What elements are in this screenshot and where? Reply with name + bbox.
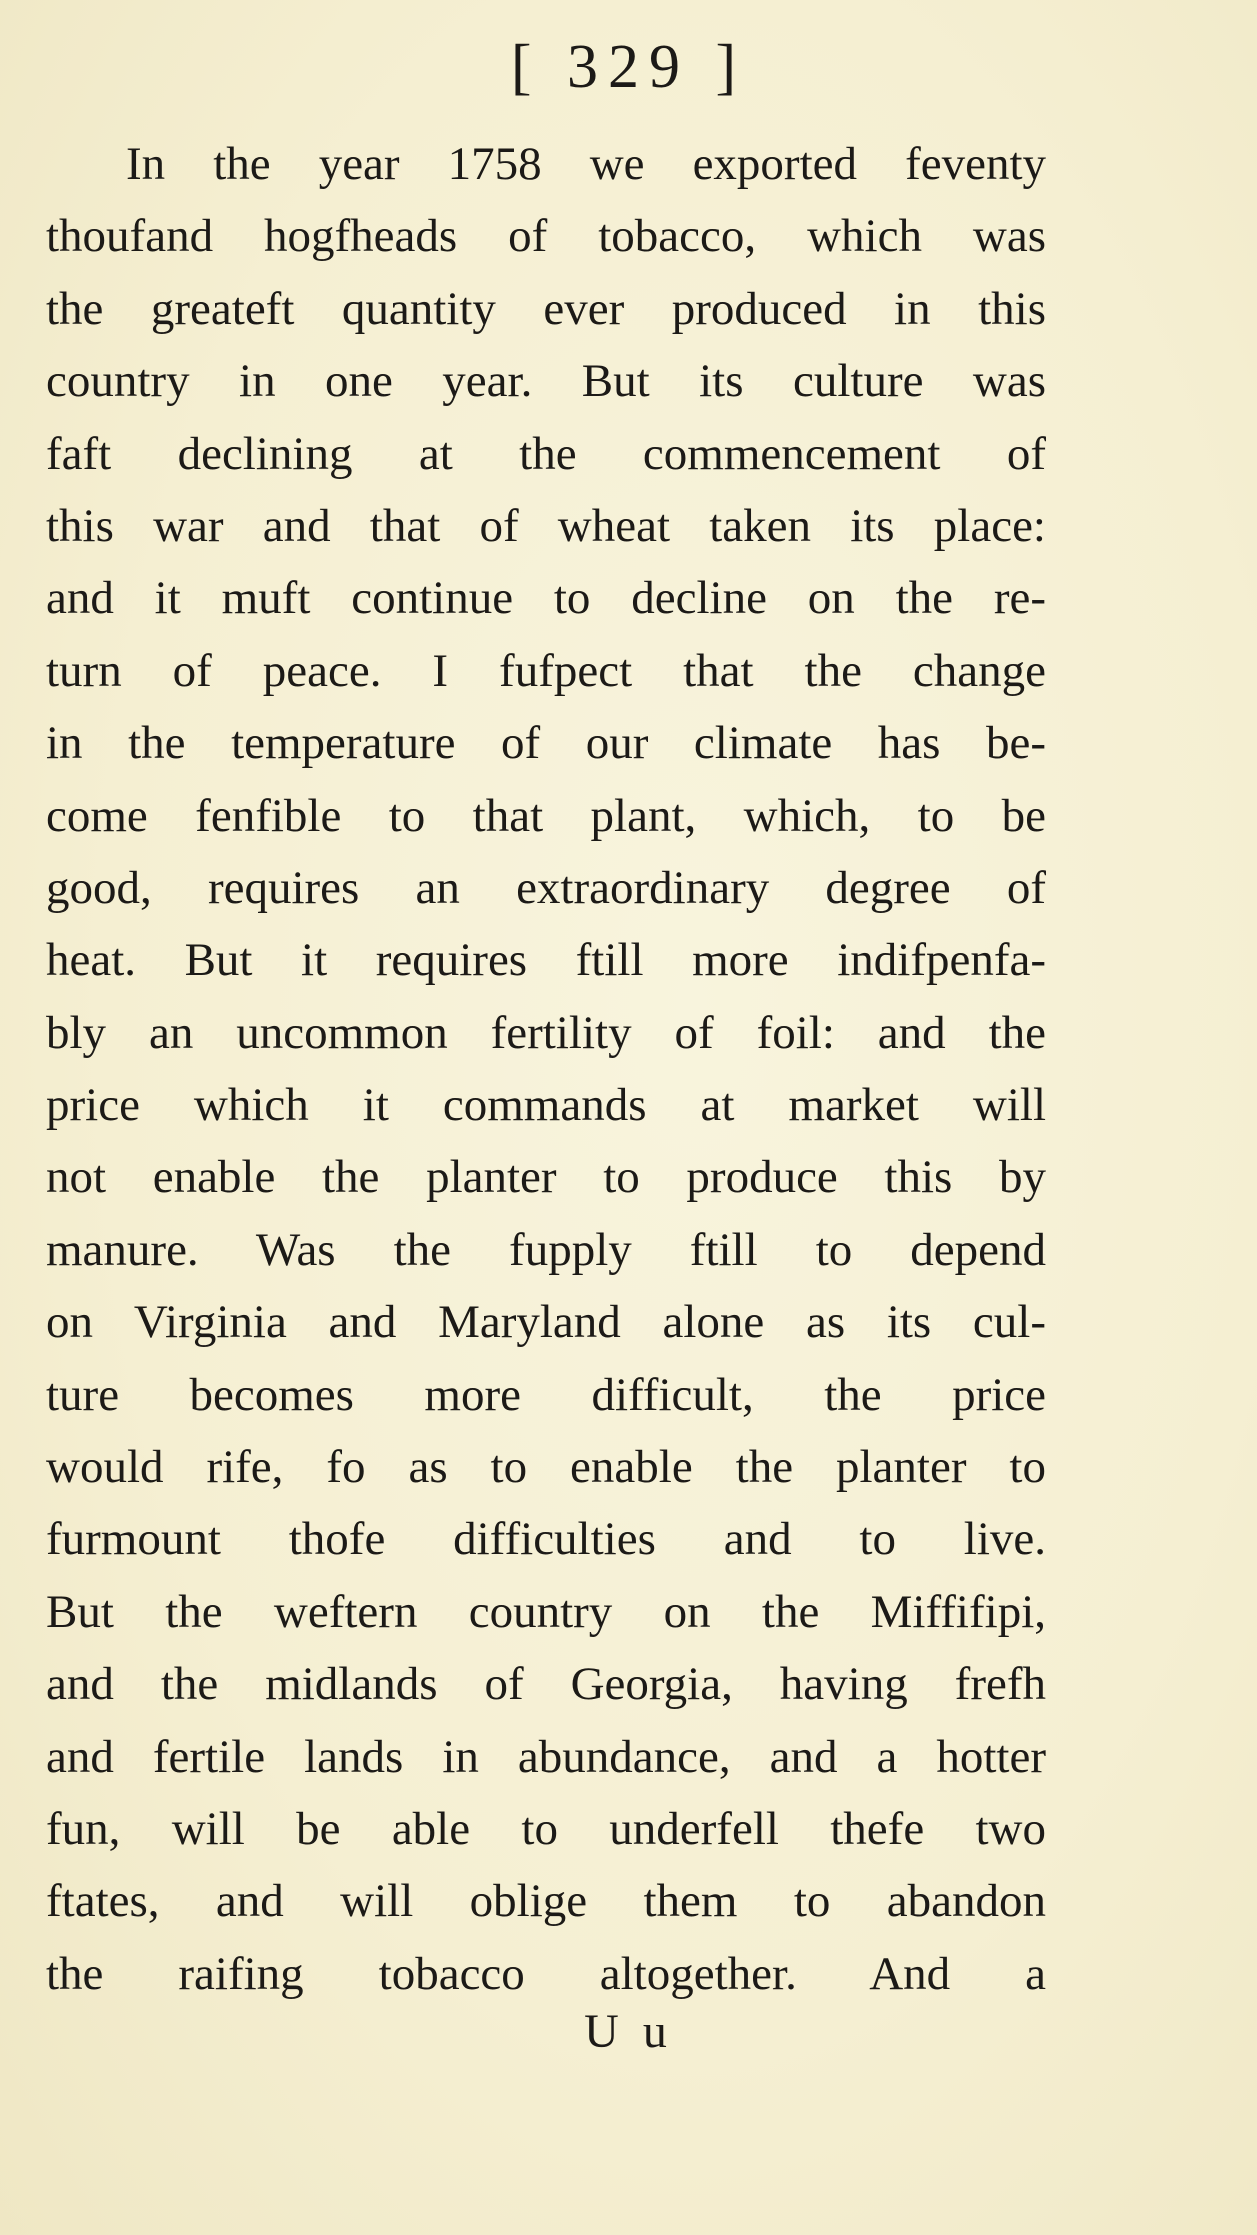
text-line: faft declining at the commencement of — [46, 427, 1046, 480]
text-line: furmount thofe difficulties and to live. — [46, 1513, 1046, 1566]
text-line: manure. Was the fupply ftill to depend — [46, 1223, 1046, 1276]
text-line: ture becomes more difficult, the price — [46, 1368, 1046, 1421]
text-line: In the year 1758 we exported feventy — [126, 138, 1046, 190]
text-line: and the midlands of Georgia, having frefh — [46, 1658, 1046, 1711]
catchword-signature: U u — [584, 2005, 673, 2058]
text-line: on Virginia and Maryland alone as its cul- — [46, 1296, 1046, 1349]
text-line: turn of peace. I fufpect that the change — [46, 644, 1046, 697]
text-line: and fertile lands in abundance, and a hotter — [46, 1730, 1046, 1783]
text-line: not enable the planter to produce this by — [46, 1151, 1046, 1204]
text-line: come fenfible to that plant, which, to be — [46, 789, 1046, 842]
text-line: But the weftern country on the Miffifipi, — [46, 1585, 1046, 1638]
text-line: country in one year. But its culture was — [46, 355, 1046, 408]
text-line: good, requires an extraordinary degree of — [46, 861, 1046, 914]
text-line: in the temperature of our climate has be- — [46, 717, 1046, 770]
body-text — [46, 128, 1046, 2010]
text-line: bly an uncommon fertility of foil: and the — [46, 1006, 1046, 1059]
page-number-header: [ 329 ] — [510, 33, 747, 101]
text-line: ftates, and will oblige them to abandon — [46, 1875, 1046, 1928]
text-line: would rife, fo as to enable the planter to — [46, 1441, 1046, 1494]
text-line: the greateft quantity ever produced in this — [46, 282, 1046, 335]
text-line: the raifing tobacco altogether. And a — [46, 1947, 1046, 2000]
text-line: this war and that of wheat taken its place: — [46, 499, 1046, 552]
text-line: and it muft continue to decline on the re- — [46, 572, 1046, 625]
text-line: heat. But it requires ftill more indifpenfa- — [46, 934, 1046, 987]
text-line: thoufand hogfheads of tobacco, which was — [46, 210, 1046, 263]
text-line: fun, will be able to underfell thefe two — [46, 1802, 1046, 1855]
text-line: price which it commands at market will — [46, 1079, 1046, 1132]
